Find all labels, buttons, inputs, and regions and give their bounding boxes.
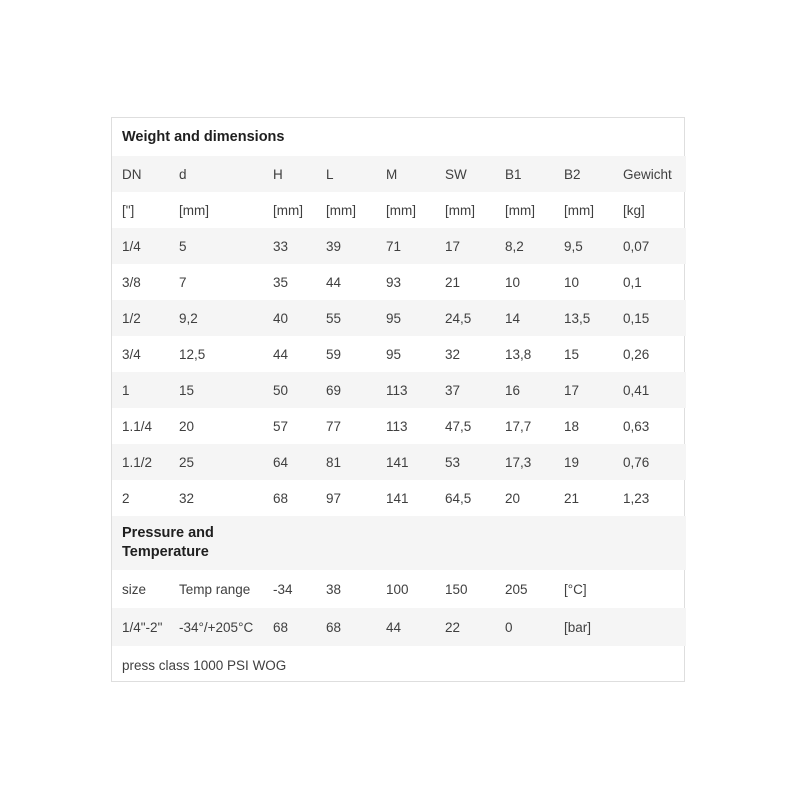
table-cell: [°C] <box>564 581 587 597</box>
table-cell: 68 <box>273 490 289 506</box>
note-text: press class 1000 PSI WOG <box>122 657 287 673</box>
table-row <box>112 408 686 444</box>
note-row <box>112 646 686 684</box>
table-cell: 1/4 <box>112 228 169 264</box>
table-row <box>112 570 686 608</box>
table-cell: 50 <box>263 372 316 408</box>
unit-cell: [mm] <box>273 202 303 218</box>
table-cell: 97 <box>326 490 342 506</box>
table-cell: 18 <box>564 418 580 434</box>
table-row <box>112 444 686 480</box>
table-cell: 14 <box>495 300 554 336</box>
table-row <box>112 372 686 408</box>
table-cell: 0 <box>495 608 554 646</box>
unit-cell: [mm] <box>445 202 475 218</box>
table-cell: 17 <box>554 372 613 408</box>
column-header: DN <box>112 156 169 192</box>
table-cell: 68 <box>263 608 316 646</box>
table-cell: 17,3 <box>495 444 554 480</box>
table-cell: 38 <box>326 581 342 597</box>
table-cell: 40 <box>263 300 316 336</box>
table-cell: 12,5 <box>179 346 206 362</box>
table-cell <box>613 608 686 646</box>
table-cell: 141 <box>386 490 409 506</box>
table-cell: 55 <box>316 300 376 336</box>
table-cell: 3/4 <box>122 346 141 362</box>
table-cell: 13,8 <box>505 346 532 362</box>
table-cell: -34°/+205°C <box>169 608 263 646</box>
section-heading-pressure <box>112 516 686 570</box>
table-cell: 1/4"-2" <box>112 608 169 646</box>
column-header-row <box>112 156 686 192</box>
table-cell: 22 <box>435 608 495 646</box>
column-header: B2 <box>554 156 613 192</box>
column-header: H <box>263 156 316 192</box>
unit-cell: [mm] <box>564 202 594 218</box>
table-cell: 1,23 <box>623 490 650 506</box>
table-cell <box>613 570 686 608</box>
table-cell: 53 <box>435 444 495 480</box>
table-cell: 77 <box>326 418 342 434</box>
table-cell: 24,5 <box>435 300 495 336</box>
table-cell: 0,15 <box>613 300 686 336</box>
table-cell: 16 <box>495 372 554 408</box>
table-row <box>112 336 686 372</box>
unit-cell: [mm] <box>179 202 209 218</box>
table-cell: 8,2 <box>495 228 554 264</box>
table-row <box>112 300 686 336</box>
table-cell: 44 <box>376 608 435 646</box>
table-cell: 0,26 <box>623 346 650 362</box>
unit-cell: [mm] <box>505 202 535 218</box>
table-cell: 32 <box>445 346 461 362</box>
unit-cell: [mm] <box>326 202 356 218</box>
unit-row <box>112 192 686 228</box>
table-cell: 15 <box>169 372 263 408</box>
table-cell: 1.1/4 <box>122 418 153 434</box>
table-cell: 1 <box>112 372 169 408</box>
table-cell: 47,5 <box>445 418 472 434</box>
table-cell: 21 <box>445 274 461 290</box>
specifications-table-frame <box>111 117 685 682</box>
table-cell: 93 <box>386 274 402 290</box>
table-cell: 33 <box>263 228 316 264</box>
table-row <box>112 480 686 516</box>
table-cell: 25 <box>169 444 263 480</box>
table-cell: 0,1 <box>623 274 642 290</box>
table-cell: 9,5 <box>554 228 613 264</box>
table-cell: 44 <box>326 274 342 290</box>
column-header: B1 <box>495 156 554 192</box>
table-cell: 95 <box>376 300 435 336</box>
table-cell: 13,5 <box>554 300 613 336</box>
table-cell: 150 <box>445 581 468 597</box>
column-header: L <box>316 156 376 192</box>
table-cell: 57 <box>273 418 289 434</box>
table-cell: 100 <box>386 581 409 597</box>
table-cell: 81 <box>316 444 376 480</box>
table-cell: 95 <box>386 346 402 362</box>
table-cell: 17 <box>435 228 495 264</box>
table-cell: 113 <box>376 372 435 408</box>
table-cell: 0,63 <box>623 418 650 434</box>
column-header: SW <box>435 156 495 192</box>
table-cell: 10 <box>505 274 521 290</box>
table-cell: 21 <box>564 490 580 506</box>
unit-cell: [kg] <box>623 202 645 218</box>
table-cell: 205 <box>505 581 528 597</box>
table-cell: 5 <box>169 228 263 264</box>
specifications-table <box>112 118 686 684</box>
section-heading-weight <box>112 118 686 156</box>
table-cell: 0,76 <box>613 444 686 480</box>
unit-cell: ["] <box>122 202 135 218</box>
table-cell: 68 <box>316 608 376 646</box>
table-cell: 7 <box>179 274 187 290</box>
table-cell: 19 <box>554 444 613 480</box>
unit-cell: [mm] <box>386 202 416 218</box>
table-cell: Temp range <box>179 581 251 597</box>
table-cell: 69 <box>316 372 376 408</box>
table-cell: 20 <box>179 418 195 434</box>
table-cell: 113 <box>386 418 408 434</box>
table-cell: 17,7 <box>505 418 532 434</box>
table-cell: 64,5 <box>445 490 472 506</box>
column-header: M <box>376 156 435 192</box>
table-cell: 71 <box>376 228 435 264</box>
column-header: d <box>169 156 263 192</box>
column-header: Gewicht <box>613 156 686 192</box>
table-cell: 3/8 <box>122 274 141 290</box>
table-cell: 1.1/2 <box>112 444 169 480</box>
table-cell: 1/2 <box>112 300 169 336</box>
section-title: Pressure and Temperature <box>112 516 263 570</box>
table-cell: 37 <box>435 372 495 408</box>
table-cell: 20 <box>505 490 521 506</box>
table-cell: 2 <box>122 490 130 506</box>
table-cell: 141 <box>376 444 435 480</box>
table-cell: size <box>122 581 147 597</box>
table-cell: 0,41 <box>613 372 686 408</box>
table-cell: 39 <box>316 228 376 264</box>
table-cell: 10 <box>564 274 580 290</box>
table-cell: 64 <box>263 444 316 480</box>
section-title: Weight and dimensions <box>122 129 285 145</box>
table-cell: 44 <box>273 346 289 362</box>
table-cell: [bar] <box>554 608 613 646</box>
table-cell: -34 <box>273 581 293 597</box>
table-row <box>112 608 686 646</box>
table-cell: 9,2 <box>169 300 263 336</box>
table-row <box>112 228 686 264</box>
table-cell: 32 <box>179 490 195 506</box>
table-cell: 15 <box>564 346 580 362</box>
table-cell: 35 <box>273 274 289 290</box>
table-row <box>112 264 686 300</box>
table-cell: 59 <box>326 346 342 362</box>
table-cell: 0,07 <box>613 228 686 264</box>
